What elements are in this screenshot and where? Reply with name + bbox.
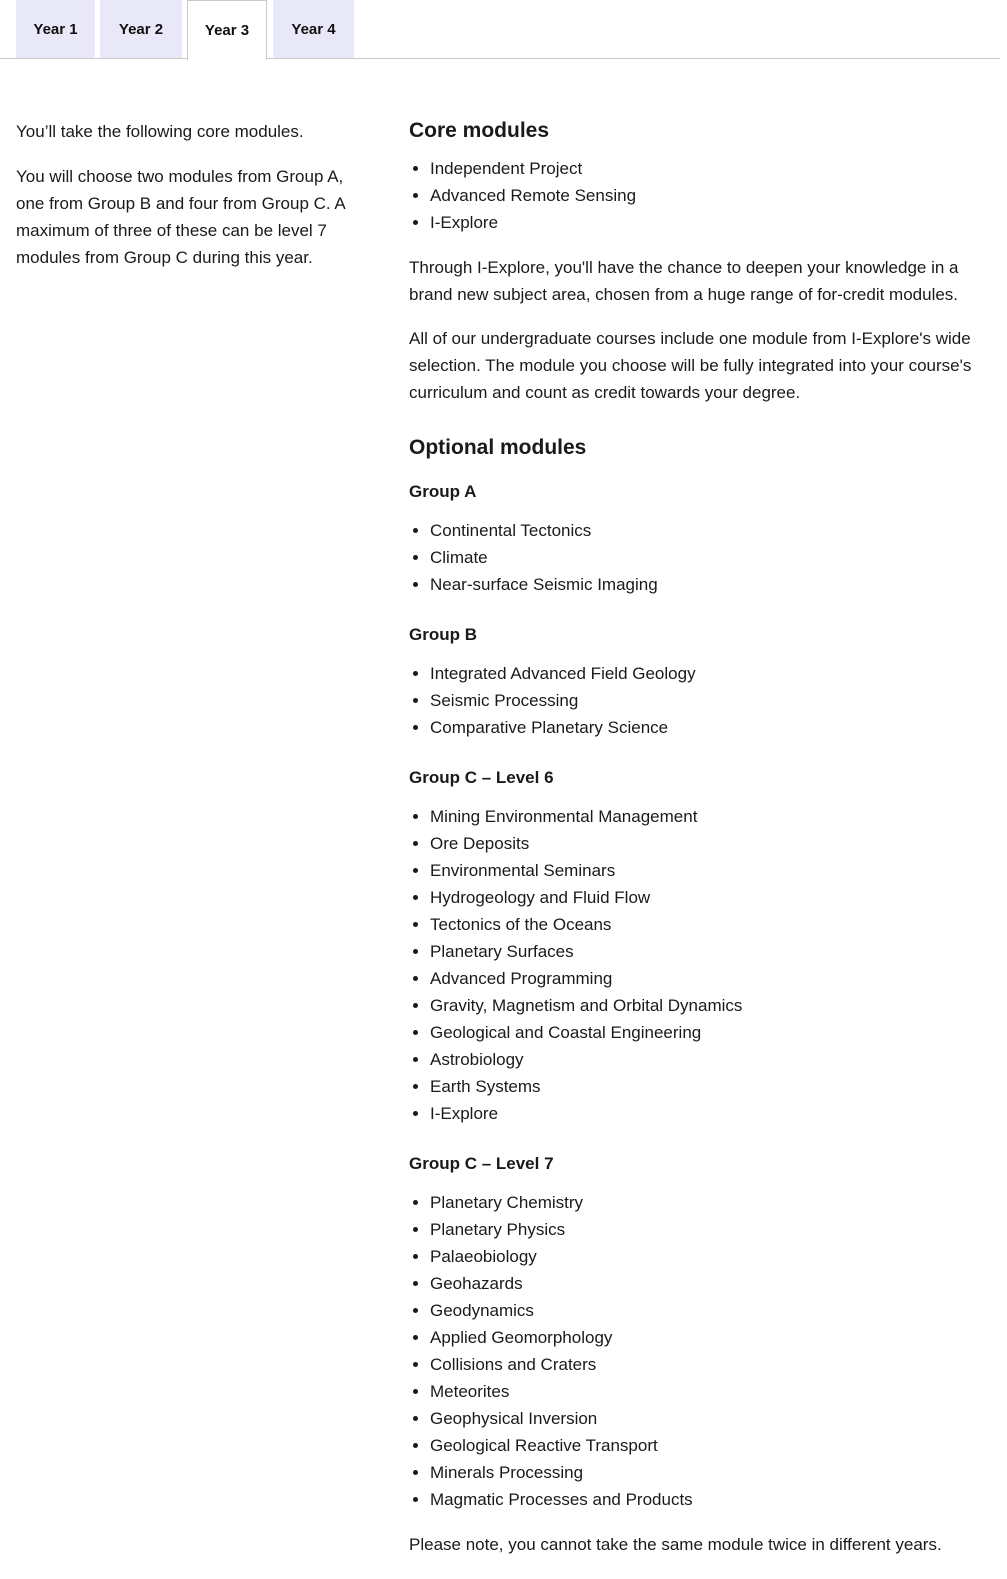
list-item: • Applied Geomorphology — [430, 1324, 994, 1351]
list-item: • Environmental Seminars — [430, 857, 994, 884]
i-explore-paragraph-2: All of our undergraduate courses include one module from I-Explore's wide selection. The module you choose will be fully integrated into your course's curriculum and count as credit towards your degree. — [409, 329, 972, 402]
list-item: • I-Explore — [430, 209, 994, 236]
list-item: • Planetary Chemistry — [430, 1189, 994, 1216]
list-item: • Near-surface Seismic Imaging — [430, 571, 994, 598]
modules-column — [409, 114, 994, 1558]
list-item: • Independent Project — [430, 155, 994, 182]
list-item: • Geohazards — [430, 1270, 994, 1297]
group-a-heading: Group A — [409, 482, 477, 501]
list-item: • Integrated Advanced Field Geology — [430, 660, 994, 687]
list-item: • Advanced Programming — [430, 965, 994, 992]
list-item: • Geological and Coastal Engineering — [430, 1019, 994, 1046]
list-item: • Climate — [430, 544, 994, 571]
list-item: • Seismic Processing — [430, 687, 994, 714]
list-item: • Palaeobiology — [430, 1243, 994, 1270]
list-item: • Minerals Processing — [430, 1459, 994, 1486]
list-item: • Ore Deposits — [430, 830, 994, 857]
intro-paragraph-2: You will choose two modules from Group A, one from Group B and four from Group C. A maximum of three of these can be level 7 modules from Group C during this year. — [16, 167, 345, 267]
list-item: • Collisions and Craters — [430, 1351, 994, 1378]
group-c-level-6-list — [409, 803, 994, 1127]
list-item: • I-Explore — [430, 1100, 994, 1127]
list-item: • Tectonics of the Oceans — [430, 911, 994, 938]
list-item: • Geophysical Inversion — [430, 1405, 994, 1432]
group-c-level-7-list — [409, 1189, 994, 1513]
tab-year-1[interactable]: Year 1 — [16, 0, 95, 58]
i-explore-paragraph-1: Through I-Explore, you'll have the chance to deepen your knowledge in a brand new subject area, chosen from a huge range of for-credit modules. — [409, 258, 959, 304]
core-modules-heading: Core modules — [409, 119, 550, 142]
list-item: • Geological Reactive Transport — [430, 1432, 994, 1459]
tab-year-3[interactable]: Year 3 — [187, 0, 267, 60]
group-b-heading: Group B — [409, 625, 477, 644]
tab-year-2[interactable]: Year 2 — [100, 0, 182, 58]
optional-modules-heading: Optional modules — [409, 436, 587, 459]
list-item: • Mining Environmental Management — [430, 803, 994, 830]
list-item: • Planetary Surfaces — [430, 938, 994, 965]
list-item: • Geodynamics — [430, 1297, 994, 1324]
list-item: • Earth Systems — [430, 1073, 994, 1100]
tab-year-4[interactable]: Year 4 — [273, 0, 354, 58]
list-item: • Hydrogeology and Fluid Flow — [430, 884, 994, 911]
list-item: • Comparative Planetary Science — [430, 714, 994, 741]
list-item: • Meteorites — [430, 1378, 994, 1405]
list-item: • Magmatic Processes and Products — [430, 1486, 994, 1513]
list-item: • Planetary Physics — [430, 1216, 994, 1243]
intro-paragraph-1: You’ll take the following core modules. — [16, 122, 304, 141]
module-note: Please note, you cannot take the same module twice in different years. — [409, 1535, 942, 1554]
group-b-list — [409, 660, 994, 741]
list-item: • Continental Tectonics — [430, 517, 994, 544]
list-item: • Advanced Remote Sensing — [430, 182, 994, 209]
list-item: • Astrobiology — [430, 1046, 994, 1073]
group-c-level-6-heading: Group C – Level 6 — [409, 768, 554, 787]
group-c-level-7-heading: Group C – Level 7 — [409, 1154, 554, 1173]
year-tabs — [0, 0, 1000, 59]
intro-column — [16, 118, 366, 289]
list-item: • Gravity, Magnetism and Orbital Dynamics — [430, 992, 994, 1019]
group-a-list — [409, 517, 994, 598]
core-modules-list — [409, 155, 994, 236]
